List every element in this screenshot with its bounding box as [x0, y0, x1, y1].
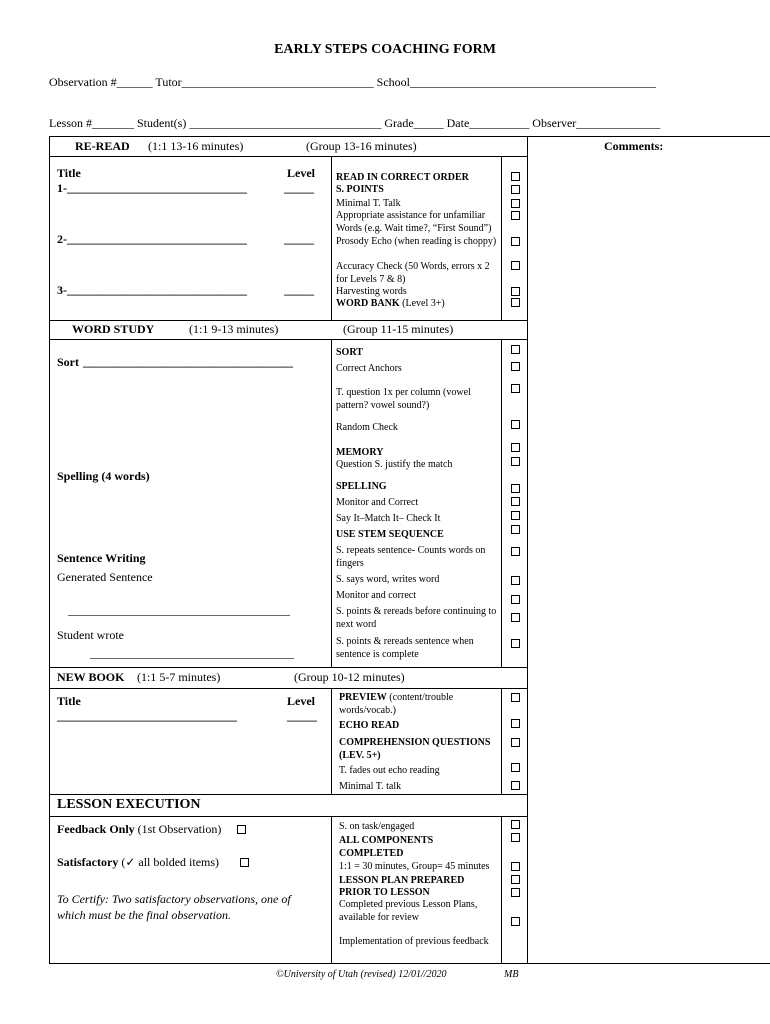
- word-study-item: Say It–Match It– Check It: [336, 513, 441, 524]
- table-bottom-border: [49, 963, 770, 964]
- comments-label: Comments:: [604, 139, 664, 153]
- reread-title-label: Title: [57, 166, 81, 180]
- checkbox[interactable]: [511, 547, 520, 556]
- word-study-item: S. repeats sentence- Counts words on fingers: [336, 545, 486, 569]
- word-study-item: S. says word, writes word: [336, 574, 440, 585]
- word-study-top-line: [49, 320, 527, 321]
- execution-item: Completed previous Lesson Plans, available for review: [339, 899, 478, 923]
- student-wrote-label: Student wrote: [57, 628, 124, 642]
- reread-item: Minimal T. Talk: [336, 198, 401, 209]
- word-study-group: (Group 11-15 minutes): [343, 322, 454, 336]
- new-book-label: NEW BOOK: [57, 670, 125, 684]
- reread-title-line-2[interactable]: 2-______________________________: [57, 232, 247, 246]
- reread-level-line-3[interactable]: _____: [284, 283, 314, 297]
- new-book-title-line[interactable]: ______________________________: [57, 709, 237, 723]
- reread-item: Appropriate assistance for unfamiliar Words (e.g. Wait time?, “First Sound”): [336, 210, 492, 234]
- checkbox[interactable]: [511, 820, 520, 829]
- checkbox[interactable]: [511, 639, 520, 648]
- word-study-item: SORT: [336, 347, 363, 358]
- new-book-header-line: [49, 688, 527, 689]
- checkbox[interactable]: [511, 457, 520, 466]
- word-study-item: USE STEM SEQUENCE: [336, 529, 444, 540]
- checkbox[interactable]: [511, 345, 520, 354]
- checkbox[interactable]: [511, 185, 520, 194]
- reread-item: WORD BANK: [336, 298, 400, 309]
- word-study-check-divider: [501, 339, 502, 667]
- lesson-execution-label: LESSON EXECUTION: [57, 797, 201, 812]
- word-study-item: MEMORY: [336, 447, 384, 458]
- new-book-title-label: Title: [57, 694, 81, 708]
- execution-item: LESSON PLAN PREPARED: [339, 875, 465, 886]
- table-top-border: [49, 136, 770, 137]
- execution-inner-divider: [331, 816, 332, 963]
- new-book-inner-divider: [331, 688, 332, 794]
- reread-label: RE-READ: [75, 139, 130, 153]
- new-book-item: PREVIEW: [339, 692, 387, 703]
- new-book-item: Minimal T. talk: [339, 781, 402, 792]
- reread-item: Prosody Echo (when reading is choppy): [336, 236, 497, 247]
- new-book-item: ECHO READ: [339, 720, 400, 731]
- word-study-item: Random Check: [336, 422, 398, 433]
- footer-copyright: ©University of Utah (revised) 12/01//2020: [276, 969, 447, 980]
- sort-line[interactable]: ___________________________________: [83, 355, 293, 369]
- student-wrote-line[interactable]: __________________________________: [90, 646, 294, 660]
- new-book-top-line: [49, 667, 527, 668]
- new-book-item: COMPREHENSION QUESTIONS (LEV. 5+): [339, 737, 491, 761]
- checkbox[interactable]: [511, 298, 520, 307]
- execution-check-divider: [501, 816, 502, 963]
- checkbox[interactable]: [511, 362, 520, 371]
- reread-item: Harvesting words: [336, 286, 407, 297]
- word-study-item: Monitor and correct: [336, 590, 416, 601]
- checkbox[interactable]: [511, 484, 520, 493]
- checkbox[interactable]: [511, 888, 520, 897]
- table-left-border: [49, 136, 50, 964]
- reread-item: READ IN CORRECT ORDER: [336, 172, 469, 183]
- word-study-header-line: [49, 339, 527, 340]
- reread-title-line-3[interactable]: 3-______________________________: [57, 283, 247, 297]
- header-row-2[interactable]: Lesson #_______ Student(s) ________________________________ Grade_____ Date__________ Observer______________: [49, 116, 661, 130]
- checkbox[interactable]: [511, 199, 520, 208]
- checkbox[interactable]: [511, 511, 520, 520]
- generated-sentence-label: Generated Sentence: [57, 570, 153, 584]
- new-book-time: (1:1 5-7 minutes): [137, 670, 221, 684]
- word-study-item: S. points & rereads before continuing to next word: [336, 606, 497, 630]
- reread-level-line-2[interactable]: _____: [284, 232, 314, 246]
- word-study-item: Monitor and Correct: [336, 497, 419, 508]
- reread-item: Accuracy Check (50 Words, errors x 2 for Levels 7 & 8): [336, 261, 490, 285]
- checkbox[interactable]: [511, 763, 520, 772]
- checkbox[interactable]: [511, 384, 520, 393]
- word-study-inner-divider: [331, 339, 332, 667]
- execution-item: PRIOR TO LESSON: [339, 887, 430, 898]
- word-study-time: (1:1 9-13 minutes): [189, 322, 279, 336]
- generated-sentence-line[interactable]: _____________________________________: [68, 603, 290, 617]
- reread-time: (1:1 13-16 minutes): [148, 139, 244, 153]
- checkbox[interactable]: [511, 211, 520, 220]
- comments-divider: [527, 136, 528, 964]
- execution-item: S. on task/engaged: [339, 821, 415, 832]
- word-study-item: T. question 1x per column (vowel pattern? vowel sound?): [336, 387, 471, 411]
- new-book-item: T. fades out echo reading: [339, 765, 440, 776]
- checkbox[interactable]: [511, 237, 520, 246]
- reread-item: S. POINTS: [336, 184, 384, 195]
- checkbox[interactable]: [511, 875, 520, 884]
- checkbox[interactable]: [511, 576, 520, 585]
- spelling-label: Spelling (4 words): [57, 469, 150, 483]
- execution-item: Implementation of previous feedback: [339, 936, 489, 947]
- word-study-item: Question S. justify the match: [336, 459, 453, 470]
- checkbox[interactable]: [511, 862, 520, 871]
- satisfactory-note: (✓ all bolded items): [121, 855, 220, 869]
- reread-inner-divider: [331, 156, 332, 320]
- execution-item: 1:1 = 30 minutes, Group= 45 minutes: [339, 861, 490, 872]
- reread-item-suffix: (Level 3+): [399, 298, 445, 309]
- execution-top-line: [49, 794, 527, 795]
- checkbox[interactable]: [511, 172, 520, 181]
- reread-group: (Group 13-16 minutes): [306, 139, 417, 153]
- checkbox[interactable]: [511, 497, 520, 506]
- footer-initials: MB: [504, 969, 519, 980]
- form-title: EARLY STEPS COACHING FORM: [274, 42, 496, 57]
- new-book-group: (Group 10-12 minutes): [294, 670, 405, 684]
- satisfactory-checkbox[interactable]: [240, 858, 249, 867]
- reread-level-label: Level: [287, 166, 315, 180]
- checkbox[interactable]: [511, 693, 520, 702]
- checkbox[interactable]: [511, 833, 520, 842]
- checkbox[interactable]: [511, 420, 520, 429]
- word-study-item: SPELLING: [336, 481, 387, 492]
- checkbox[interactable]: [511, 781, 520, 790]
- word-study-item: S. points & rereads sentence when sentence is complete: [336, 636, 474, 660]
- execution-item: ALL COMPONENTS COMPLETED: [339, 835, 434, 859]
- certify-note: To Certify: Two satisfactory observations, one of which must be the final observation.: [57, 892, 291, 922]
- reread-level-line-1[interactable]: _____: [284, 181, 314, 195]
- new-book-level-line[interactable]: _____: [287, 709, 317, 723]
- checkbox[interactable]: [511, 261, 520, 270]
- checkbox[interactable]: [511, 738, 520, 747]
- new-book-item-suffix: (content/trouble words/vocab.): [339, 692, 454, 716]
- reread-title-line-1[interactable]: 1-______________________________: [57, 181, 247, 195]
- word-study-label: WORD STUDY: [72, 322, 155, 336]
- checkbox[interactable]: [511, 595, 520, 604]
- checkbox[interactable]: [511, 613, 520, 622]
- feedback-note: (1st Observation): [137, 822, 222, 836]
- new-book-level-label: Level: [287, 694, 315, 708]
- checkbox[interactable]: [511, 525, 520, 534]
- sentence-writing-label: Sentence Writing: [57, 551, 146, 565]
- feedback-only-checkbox[interactable]: [237, 825, 246, 834]
- checkbox[interactable]: [511, 443, 520, 452]
- header-row-1[interactable]: Observation #______ Tutor________________________________ School_________________________________________: [49, 75, 657, 89]
- word-study-item: Correct Anchors: [336, 363, 402, 374]
- reread-check-divider: [501, 156, 502, 320]
- reread-header-line: [49, 156, 527, 157]
- checkbox[interactable]: [511, 719, 520, 728]
- sort-label: Sort: [57, 355, 79, 369]
- satisfactory-label: Satisfactory: [57, 855, 119, 869]
- execution-header-line: [49, 816, 527, 817]
- checkbox[interactable]: [511, 917, 520, 926]
- checkbox[interactable]: [511, 287, 520, 296]
- new-book-check-divider: [501, 688, 502, 794]
- feedback-only-label: Feedback Only: [57, 822, 135, 836]
